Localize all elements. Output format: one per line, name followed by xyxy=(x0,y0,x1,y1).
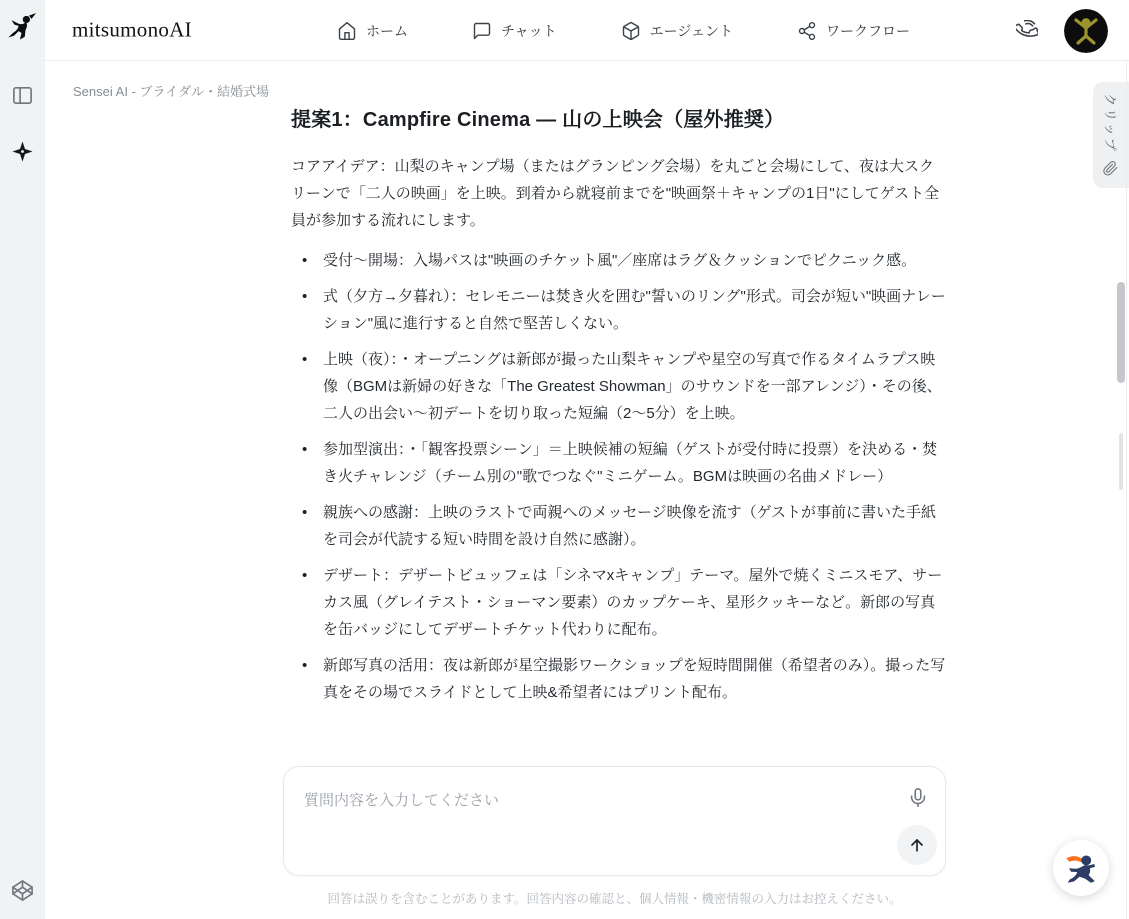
breadcrumb: Sensei AI - ブライダル・結婚式場 xyxy=(73,84,270,99)
nav-item-agent[interactable] xyxy=(621,21,733,41)
user-avatar[interactable] xyxy=(1064,9,1108,53)
assistant-fab-button[interactable] xyxy=(1053,840,1109,896)
disclaimer-text: 回答は誤りを含むことがあります。回答内容の確認と、個人情報・機密情報の入力はお控えください。 xyxy=(327,892,902,906)
home-icon xyxy=(337,21,357,41)
nav-label: チャット xyxy=(501,22,557,39)
clip-tab-label: クリップ xyxy=(1102,93,1118,153)
top-navbar xyxy=(45,0,1129,61)
chat-icon xyxy=(472,21,492,41)
clip-side-tab[interactable] xyxy=(1093,82,1129,188)
message-composer[interactable] xyxy=(283,766,946,876)
list-item: • 新郎写真の活用：夜は新郎が星空撮影ワークショップを短時間開催（希望者のみ）。撮った写真をその場でスライドとして上映&希望者にはプリント配布。 xyxy=(291,652,946,706)
proposal-bullet-list xyxy=(291,247,946,706)
list-item: • 上映（夜）：・オープニングは新郎が撮った山梨キャンプや星空の写真で作るタイムラプス映像（BGMは新婦の好きな「The Greatest Showman」のサウンドを一部アレンジ）・その後、二人の出会い〜初デートを切り取った短編（2〜5分）を上映。 xyxy=(291,346,946,427)
workflow-share-icon xyxy=(797,21,817,41)
nav-label: ホーム xyxy=(366,22,408,39)
agent-cube-icon xyxy=(621,21,641,41)
list-item: • 親族への感謝：上映のラストで両親へのメッセージ映像を流す（ゲストが事前に書いた手紙を司会が代読する短い時間を設け自然に感謝）。 xyxy=(291,499,946,553)
nav-item-chat[interactable] xyxy=(472,21,557,41)
inner-scrollbar-thumb[interactable] xyxy=(1119,433,1123,490)
sidebar-toggle-button[interactable] xyxy=(11,84,34,107)
paperclip-icon xyxy=(1103,161,1119,177)
nav-label: エージェント xyxy=(649,22,734,39)
nav-item-workflow[interactable] xyxy=(797,21,910,41)
scrollbar-thumb[interactable] xyxy=(1117,282,1125,383)
list-item: • デザート：デザートビュッフェは「シネマxキャンプ」テーマ。屋外で焼くミニスモア、サーカス風（グレイテスト・ショーマン要素）のカップケーキ、星形クッキーなど。新郎の写真を缶バッジにしてデザートチケット代わりに配布。 xyxy=(291,562,946,643)
list-item: • 参加型演出：・「観客投票シーン」＝上映候補の短編（ゲストが受付時に投票）を決める・焚き火チャレンジ（チーム別の"歌でつなぐ"ミニゲーム。BGMは映画の名曲メドレー） xyxy=(291,436,946,490)
nav-label: ワークフロー xyxy=(826,22,911,39)
left-rail xyxy=(0,0,45,919)
brand-title[interactable]: mitsumonoAI xyxy=(72,17,192,42)
proposal-title: 提案1：Campfire Cinema — 山の上映会（屋外推奨） xyxy=(291,109,785,131)
codepen-cube-icon[interactable] xyxy=(11,879,34,902)
proposal-intro: コアアイデア：山梨のキャンプ場（またはグランピング会場）を丸ごと会場にして、夜は大スクリーンで「二人の映画」を上映。到着から就寝前までを"映画祭＋キャンプの1日"にしてゲスト全員が参加する流れにします。 xyxy=(291,158,940,229)
arrow-up-icon xyxy=(907,835,927,855)
assistant-message xyxy=(291,61,946,715)
ninja-logo-icon[interactable] xyxy=(7,13,38,47)
ninja-mascot-icon xyxy=(1062,849,1100,887)
clip-tab-content xyxy=(1102,93,1121,176)
navbar-right xyxy=(1016,0,1108,61)
chat-main xyxy=(45,61,1129,919)
microphone-icon[interactable] xyxy=(907,787,929,809)
list-item: • 受付〜開場：入場パスは"映画のチケット風"／座席はラグ＆クッションでピクニック感。 xyxy=(291,247,946,274)
nav-menu xyxy=(337,0,910,61)
question-input[interactable] xyxy=(304,785,864,815)
scrollbar-track xyxy=(1126,61,1127,919)
phone-call-icon[interactable] xyxy=(1016,20,1038,42)
list-item: • 式（夕方→夕暮れ）：セレモニーは焚き火を囲む"誓いのリング"形式。司会が短い"映画ナレーション"風に進行すると自然で堅苦しくない。 xyxy=(291,283,946,337)
send-button[interactable] xyxy=(897,825,937,865)
shuriken-star-icon[interactable] xyxy=(11,140,34,163)
nav-item-home[interactable] xyxy=(337,21,408,41)
